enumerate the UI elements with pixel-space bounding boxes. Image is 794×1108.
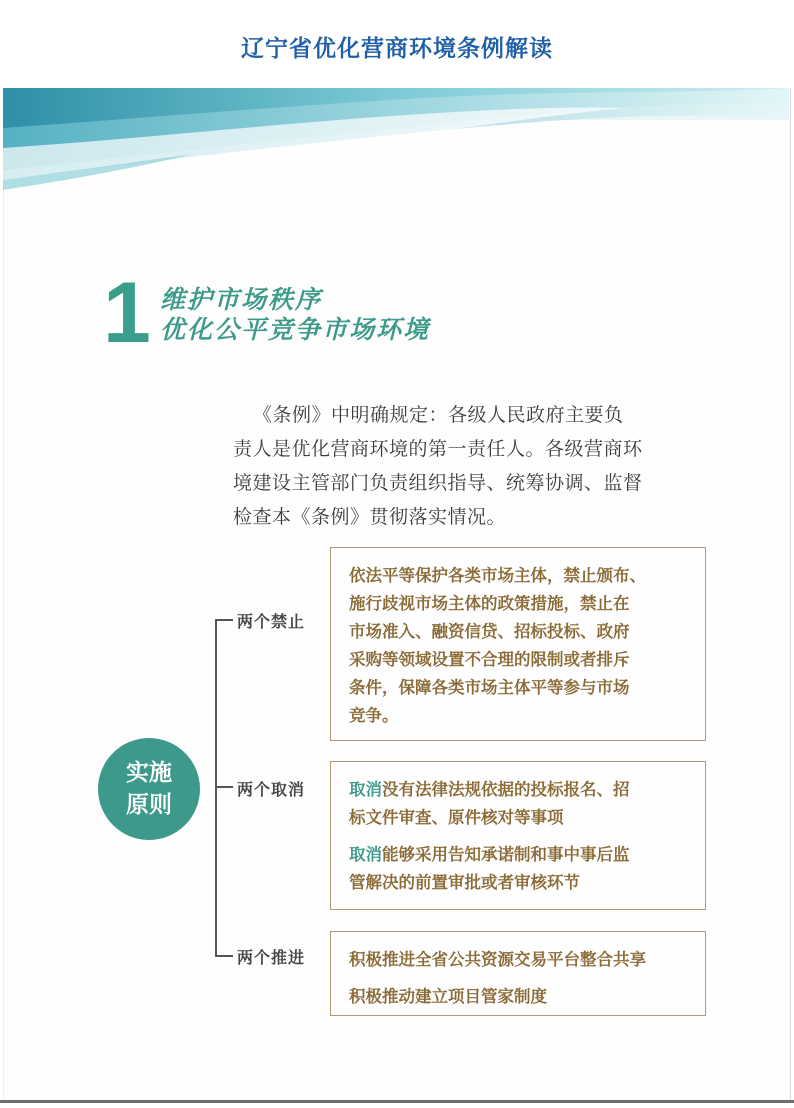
branch-label-cancel: 两个取消	[237, 780, 306, 799]
section-title-line1: 维护市场秩序	[160, 285, 323, 314]
section-title-line2: 优化公平竞争市场环境	[160, 315, 431, 344]
box-line: 条件，保障各类市场主体平等参与市场	[349, 678, 630, 697]
wave-banner	[3, 88, 789, 198]
box-line: 积极推动建立项目管家制度	[349, 987, 547, 1006]
box-line: 施行歧视市场主体的政策措施，禁止在	[349, 594, 630, 613]
intro-paragraph	[233, 398, 673, 534]
tree-trunk-line	[215, 619, 217, 957]
box-line	[349, 776, 695, 804]
box-line: 积极推进全省公共资源交易平台整合共享	[349, 950, 646, 969]
box-line: 管解决的前置审批或者审核环节	[349, 873, 580, 892]
box-line	[349, 841, 695, 869]
bottom-border	[0, 1100, 794, 1103]
keyword-cancel: 取消	[349, 780, 382, 799]
box-text: 没有法律法规依据的投标报名、招	[382, 780, 630, 799]
box-prohibit	[330, 547, 706, 741]
box-cancel	[330, 761, 706, 910]
box-promote	[330, 931, 706, 1016]
page-title: 辽宁省优化营商环境条例解读	[241, 36, 553, 62]
box-text: 能够采用告知承诺制和事中事后监	[382, 845, 630, 864]
box-line: 竞争。	[349, 706, 399, 725]
principle-line1: 实施	[126, 760, 172, 786]
box-line: 标文件审查、原件核对等事项	[349, 808, 564, 827]
branch-connector-3	[215, 955, 233, 957]
intro-line: 检查本《条例》贯彻落实情况。	[233, 506, 507, 528]
intro-line: 境建设主管部门负责组织指导、统筹协调、监督	[233, 472, 643, 494]
branch-connector-2	[215, 786, 233, 788]
intro-line: 《条例》中明确规定：各级人民政府主要负	[253, 404, 624, 426]
keyword-cancel: 取消	[349, 845, 382, 864]
box-line: 市场准入、融资信贷、招标投标、政府	[349, 622, 630, 641]
branch-label-promote: 两个推进	[237, 948, 306, 967]
intro-line: 责人是优化营商环境的第一责任人。各级营商环	[233, 438, 643, 460]
branch-connector-1	[215, 619, 233, 621]
section-number: 1	[103, 265, 151, 361]
principle-circle	[98, 738, 200, 840]
branch-label-prohibit: 两个禁止	[237, 612, 306, 631]
principle-line2: 原则	[126, 792, 172, 818]
box-line: 依法平等保护各类市场主体，禁止颁布、	[349, 566, 646, 585]
box-line: 采购等领域设置不合理的限制或者排斥	[349, 650, 630, 669]
